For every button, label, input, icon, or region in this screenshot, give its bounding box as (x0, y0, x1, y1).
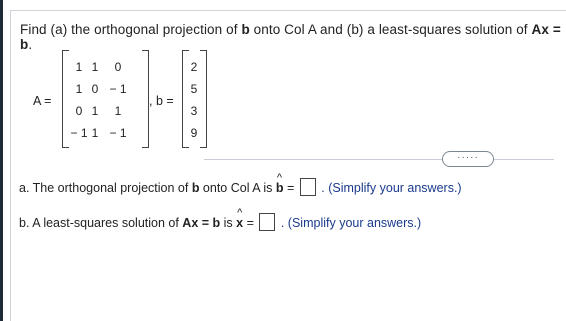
hint-b: . (Simplify your answers.) (280, 216, 422, 230)
vector-b-label: , b = (149, 94, 174, 108)
matrix-a-right-bracket (142, 50, 149, 148)
answer-input-a[interactable] (300, 178, 316, 196)
matrix-a-cell: 1 (75, 60, 83, 74)
matrix-a-cell: − 1 (109, 82, 127, 96)
part-b-line: b. A least-squares solution of Ax = b is ^ x = . (Simplify your answers.) (19, 213, 421, 231)
matrix-a-label: A = (33, 94, 52, 108)
matrix-a-cell: 1 (114, 104, 122, 118)
matrix-a-cell: 0 (91, 82, 99, 96)
x-hat: ^ x (236, 216, 243, 230)
show-more-button[interactable]: ····· (442, 151, 494, 167)
vector-b-cell: 3 (190, 104, 198, 118)
matrix-a-cell: 1 (75, 82, 83, 96)
answer-input-b[interactable] (259, 213, 275, 231)
vector-b-cell: 9 (190, 126, 198, 140)
window-edge (0, 0, 3, 321)
section-divider (204, 159, 554, 160)
matrix-a-cell: 1 (91, 126, 99, 140)
matrix-a-cell: − 1 (109, 126, 127, 140)
part-a-line: a. The orthogonal projection of b onto Col A is ^ b = . (Simplify your answers.) (19, 178, 462, 196)
matrix-a-cell: 0 (75, 104, 83, 118)
matrix-a-cell: 1 (91, 104, 99, 118)
b-hat: ^ b (276, 181, 284, 195)
question-text: Find (a) the orthogonal projection of b onto Col A and (b) a least-squares solution of Ax = b. (20, 22, 561, 52)
vector-b-cell: 2 (190, 60, 198, 74)
matrix-a-cell: 1 (91, 60, 99, 74)
matrix-a-cell: 0 (114, 60, 122, 74)
vector-b-cell: 5 (190, 82, 198, 96)
matrix-a-cell: − 1 (70, 126, 88, 140)
hint-a: . (Simplify your answers.) (321, 181, 462, 195)
